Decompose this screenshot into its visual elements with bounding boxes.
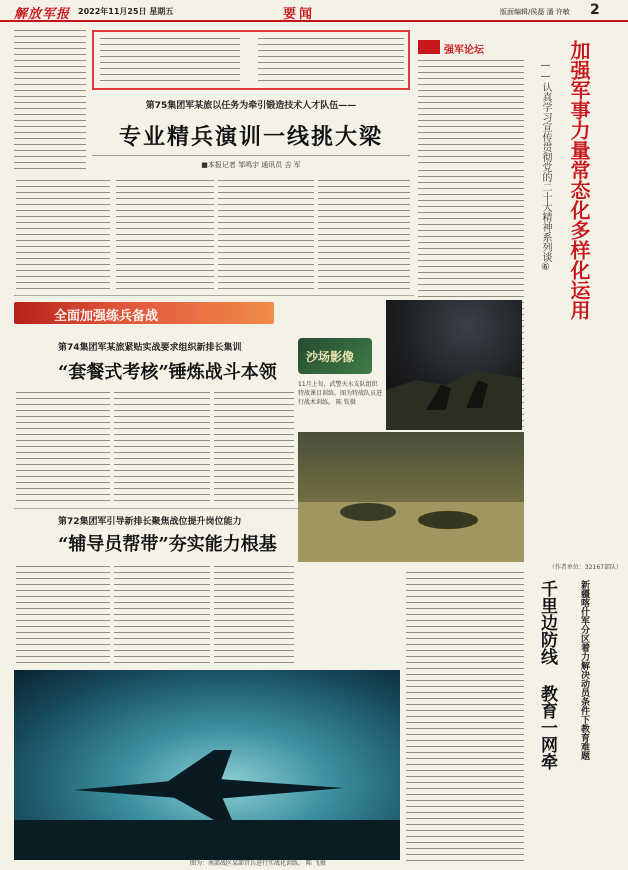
photo-badge: [298, 338, 372, 374]
story2-body-col-3: [214, 566, 294, 666]
story2-headline: “辅导员帮带”夯实能力根基: [58, 534, 277, 555]
banner-title: 全面加强练兵备战: [54, 309, 159, 324]
forum-flag-icon: [418, 40, 440, 54]
side-story-body: [406, 572, 524, 862]
forum-header: [418, 40, 498, 56]
soldiers-field-photo: [298, 432, 524, 562]
page-number: 2: [590, 2, 600, 18]
side-story-kicker: 新疆喀什军分区着力解决动员条件下教育难题: [579, 580, 589, 760]
aircraft-photo: [14, 670, 400, 860]
lead-body-col-3: [218, 180, 314, 290]
lead-kicker: 第75集团军某旅以任务为牵引锻造技术人才队伍——: [145, 101, 357, 111]
lead-body-col-1: [16, 180, 110, 290]
soldiers-crawling-icon: [298, 432, 524, 562]
forum-subtitle: ——认真学习宣传贯彻党的二十大精神系列谈⑥: [540, 60, 551, 273]
lead-body-col-2: [116, 180, 214, 290]
story1-headline: “套餐式考核”锤炼战斗本领: [58, 362, 277, 383]
side-story-headline: 千里边防线 教育一网牵: [537, 580, 557, 770]
lead-headline: 专业精兵演训一线挑大梁: [118, 125, 383, 150]
newspaper-logo: 解放军报: [14, 7, 71, 22]
story2-body-col-1: [16, 566, 110, 666]
masthead: [0, 0, 628, 22]
bottom-photo-caption: 图为：南部战区某部官兵进行实战化训练。 陈 飞摄: [190, 860, 326, 867]
story1-body-col-2: [114, 392, 210, 504]
story1-body-col-3: [214, 392, 294, 504]
photo-badge-label: 沙场影像: [306, 350, 355, 364]
section-title: 要闻: [283, 7, 316, 22]
soldiers-silhouette-icon: [386, 300, 522, 430]
lead-byline: ■本报记者 邹鸣宇 通讯员 吉 军: [201, 161, 301, 169]
training-banner: [14, 302, 274, 324]
forum-label: 强军论坛: [444, 45, 484, 56]
story1-body-col-1: [16, 392, 110, 504]
forum-note: （作者单位：32167部队）: [548, 564, 622, 571]
story1-kicker: 第74集团军某旅紧贴实战要求组织新排长集训: [58, 343, 242, 353]
story2-body-col-2: [114, 566, 210, 666]
lead-body-col-4: [318, 180, 410, 290]
aircraft-silhouette-icon: [14, 670, 400, 860]
editor-credit: 版面编辑/侯磊 潘 许敏: [500, 8, 570, 16]
story2-kicker: 第72集团军引导新排长聚焦战位提升岗位能力: [58, 517, 242, 527]
photo-caption: 11月上旬，武警天水支队组织特战课目训练。图为特战队员进行战术训练。 陈 钦摄: [298, 381, 383, 406]
lead-summary-box: [92, 30, 410, 90]
special-forces-photo: [386, 300, 522, 430]
issue-date: 2022年11月25日 星期五: [78, 7, 174, 16]
forum-headline: 加强军事力量常态化多样化运用: [567, 40, 591, 320]
forum-body-top: [418, 60, 524, 164]
lead-body-col-5: [14, 30, 86, 170]
